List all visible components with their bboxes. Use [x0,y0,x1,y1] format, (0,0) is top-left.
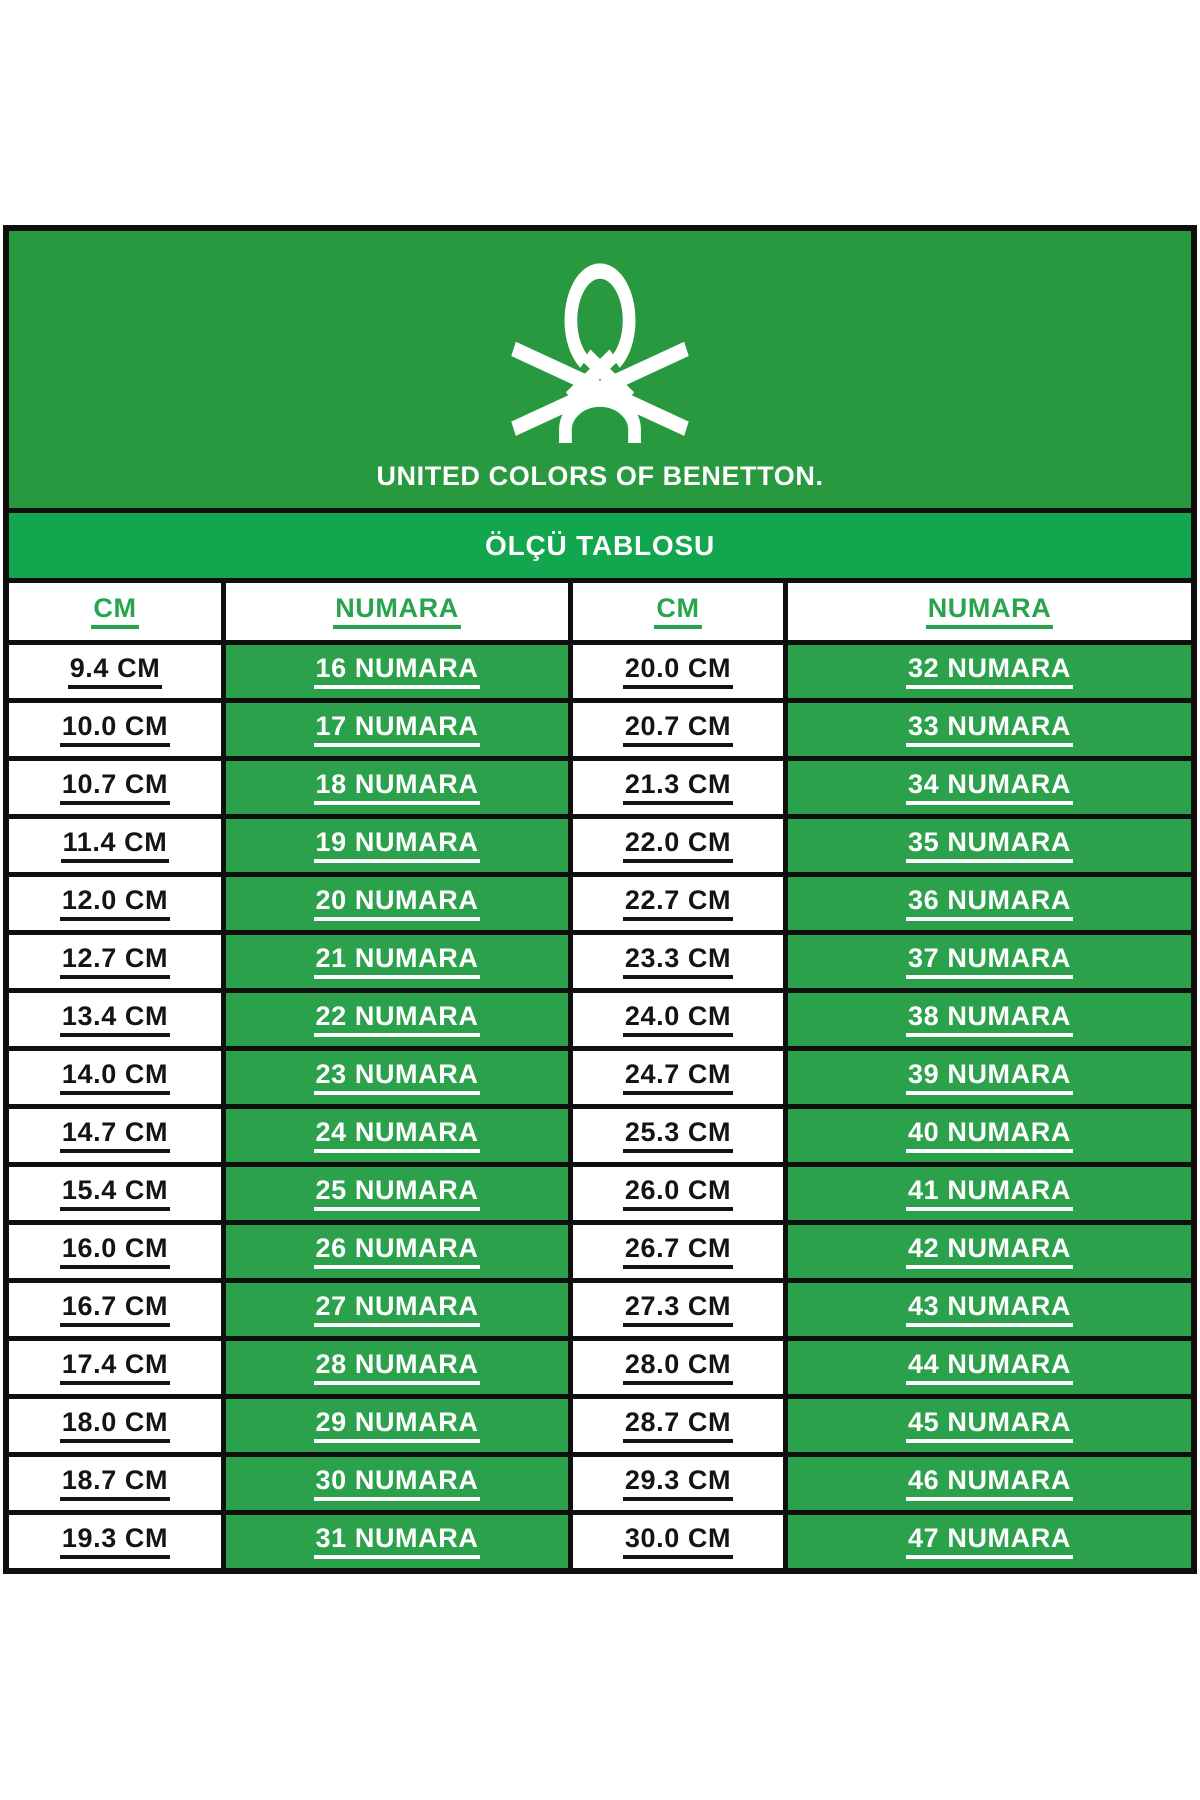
numara-cell-label: 27 NUMARA [314,1292,481,1326]
cm-cell-label: 30.0 CM [623,1524,733,1558]
cm-cell [9,1051,221,1104]
cm-cell [573,1051,783,1104]
numara-cell [226,1515,568,1568]
numara-cell-label: 38 NUMARA [906,1002,1073,1036]
cm-cell-label: 22.7 CM [623,886,733,920]
cm-cell [9,1515,221,1568]
column-header-numara-1 [226,583,568,640]
cm-cell-label: 10.7 CM [60,770,170,804]
cm-cell [573,1283,783,1336]
numara-cell-label: 34 NUMARA [906,770,1073,804]
cm-cell-label: 13.4 CM [60,1002,170,1036]
cm-cell-label: 18.7 CM [60,1466,170,1500]
cm-cell [573,645,783,698]
numara-cell-label: 18 NUMARA [314,770,481,804]
numara-cell-label: 46 NUMARA [906,1466,1073,1500]
numara-cell [788,1109,1191,1162]
cm-cell-label: 27.3 CM [623,1292,733,1326]
cm-cell [9,819,221,872]
cm-cell [573,819,783,872]
cm-cell [9,877,221,930]
numara-cell [226,1341,568,1394]
cm-cell [9,1341,221,1394]
numara-cell-label: 16 NUMARA [314,654,481,688]
cm-cell-label: 16.0 CM [60,1234,170,1268]
cm-cell [573,1225,783,1278]
cm-cell [9,993,221,1046]
numara-cell-label: 39 NUMARA [906,1060,1073,1094]
cm-cell [573,1399,783,1452]
cm-cell-label: 26.0 CM [623,1176,733,1210]
cm-cell [9,1283,221,1336]
cm-cell [9,1109,221,1162]
cm-cell-label: 14.0 CM [60,1060,170,1094]
numara-cell [788,1051,1191,1104]
cm-cell-label: 28.0 CM [623,1350,733,1384]
brand-name: UNITED COLORS OF BENETTON. [376,461,824,491]
numara-cell [226,819,568,872]
size-chart-table [3,225,1197,1574]
cm-cell [9,1225,221,1278]
numara-cell-label: 17 NUMARA [314,712,481,746]
cm-cell-label: 12.7 CM [60,944,170,978]
numara-cell [226,877,568,930]
numara-cell [788,1341,1191,1394]
cm-cell-label: 9.4 CM [68,654,163,688]
cm-cell-label: 20.0 CM [623,654,733,688]
numara-cell-label: 19 NUMARA [314,828,481,862]
numara-cell [788,1399,1191,1452]
cm-cell [573,1515,783,1568]
numara-cell-label: 21 NUMARA [314,944,481,978]
cm-cell [9,935,221,988]
numara-cell [226,645,568,698]
benetton-knot-icon [509,257,691,443]
numara-cell [788,1457,1191,1510]
cm-cell-label: 24.0 CM [623,1002,733,1036]
cm-cell [9,1457,221,1510]
numara-cell-label: 42 NUMARA [906,1234,1073,1268]
cm-cell [573,761,783,814]
numara-cell-label: 30 NUMARA [314,1466,481,1500]
cm-cell [573,1341,783,1394]
column-header-numara-3-label: NUMARA [926,594,1054,628]
numara-cell [226,1167,568,1220]
cm-cell [9,761,221,814]
numara-cell [788,645,1191,698]
numara-cell-label: 43 NUMARA [906,1292,1073,1326]
cm-cell-label: 10.0 CM [60,712,170,746]
cm-cell [573,1109,783,1162]
cm-cell-label: 12.0 CM [60,886,170,920]
numara-cell-label: 25 NUMARA [314,1176,481,1210]
cm-cell [9,645,221,698]
numara-cell-label: 31 NUMARA [314,1524,481,1558]
column-header-cm-2 [573,583,783,640]
cm-cell [573,935,783,988]
numara-cell-label: 32 NUMARA [906,654,1073,688]
numara-cell-label: 23 NUMARA [314,1060,481,1094]
numara-cell [226,1457,568,1510]
numara-cell-label: 24 NUMARA [314,1118,481,1152]
numara-cell [788,1515,1191,1568]
cm-cell-label: 17.4 CM [60,1350,170,1384]
numara-cell [788,1167,1191,1220]
numara-cell [226,935,568,988]
table-title-bar [9,513,1191,578]
numara-cell [788,703,1191,756]
numara-cell-label: 47 NUMARA [906,1524,1073,1558]
numara-cell-label: 35 NUMARA [906,828,1073,862]
cm-cell [9,703,221,756]
column-header-numara-1-label: NUMARA [333,594,461,628]
cm-cell-label: 16.7 CM [60,1292,170,1326]
cm-cell [9,1167,221,1220]
numara-cell-label: 33 NUMARA [906,712,1073,746]
cm-cell-label: 19.3 CM [60,1524,170,1558]
numara-cell [226,1399,568,1452]
size-grid [9,583,1191,1568]
numara-cell [226,1109,568,1162]
numara-cell [788,1283,1191,1336]
column-header-cm-0 [9,583,221,640]
cm-cell [9,1399,221,1452]
numara-cell [788,935,1191,988]
cm-cell-label: 11.4 CM [61,828,170,862]
cm-cell-label: 18.0 CM [60,1408,170,1442]
numara-cell-label: 41 NUMARA [906,1176,1073,1210]
numara-cell [788,993,1191,1046]
cm-cell-label: 25.3 CM [623,1118,733,1152]
numara-cell-label: 37 NUMARA [906,944,1073,978]
brand-header [9,231,1191,508]
numara-cell [788,819,1191,872]
column-header-cm-2-label: CM [654,594,701,628]
cm-cell-label: 29.3 CM [623,1466,733,1500]
numara-cell-label: 28 NUMARA [314,1350,481,1384]
cm-cell-label: 28.7 CM [623,1408,733,1442]
numara-cell [226,993,568,1046]
numara-cell-label: 20 NUMARA [314,886,481,920]
cm-cell-label: 23.3 CM [623,944,733,978]
cm-cell-label: 22.0 CM [623,828,733,862]
numara-cell [226,1225,568,1278]
numara-cell [788,1225,1191,1278]
cm-cell-label: 21.3 CM [623,770,733,804]
cm-cell-label: 14.7 CM [60,1118,170,1152]
numara-cell-label: 29 NUMARA [314,1408,481,1442]
numara-cell-label: 26 NUMARA [314,1234,481,1268]
numara-cell [226,761,568,814]
column-header-cm-0-label: CM [91,594,138,628]
cm-cell [573,703,783,756]
numara-cell [788,877,1191,930]
cm-cell [573,1167,783,1220]
numara-cell [226,1283,568,1336]
cm-cell [573,877,783,930]
cm-cell-label: 15.4 CM [60,1176,170,1210]
cm-cell-label: 20.7 CM [623,712,733,746]
cm-cell-label: 26.7 CM [623,1234,733,1268]
numara-cell [226,703,568,756]
column-header-numara-3 [788,583,1191,640]
table-title: ÖLÇÜ TABLOSU [485,529,715,561]
cm-cell [573,993,783,1046]
numara-cell-label: 45 NUMARA [906,1408,1073,1442]
numara-cell [788,761,1191,814]
numara-cell-label: 36 NUMARA [906,886,1073,920]
numara-cell-label: 44 NUMARA [906,1350,1073,1384]
numara-cell [226,1051,568,1104]
numara-cell-label: 40 NUMARA [906,1118,1073,1152]
numara-cell-label: 22 NUMARA [314,1002,481,1036]
cm-cell [573,1457,783,1510]
cm-cell-label: 24.7 CM [623,1060,733,1094]
